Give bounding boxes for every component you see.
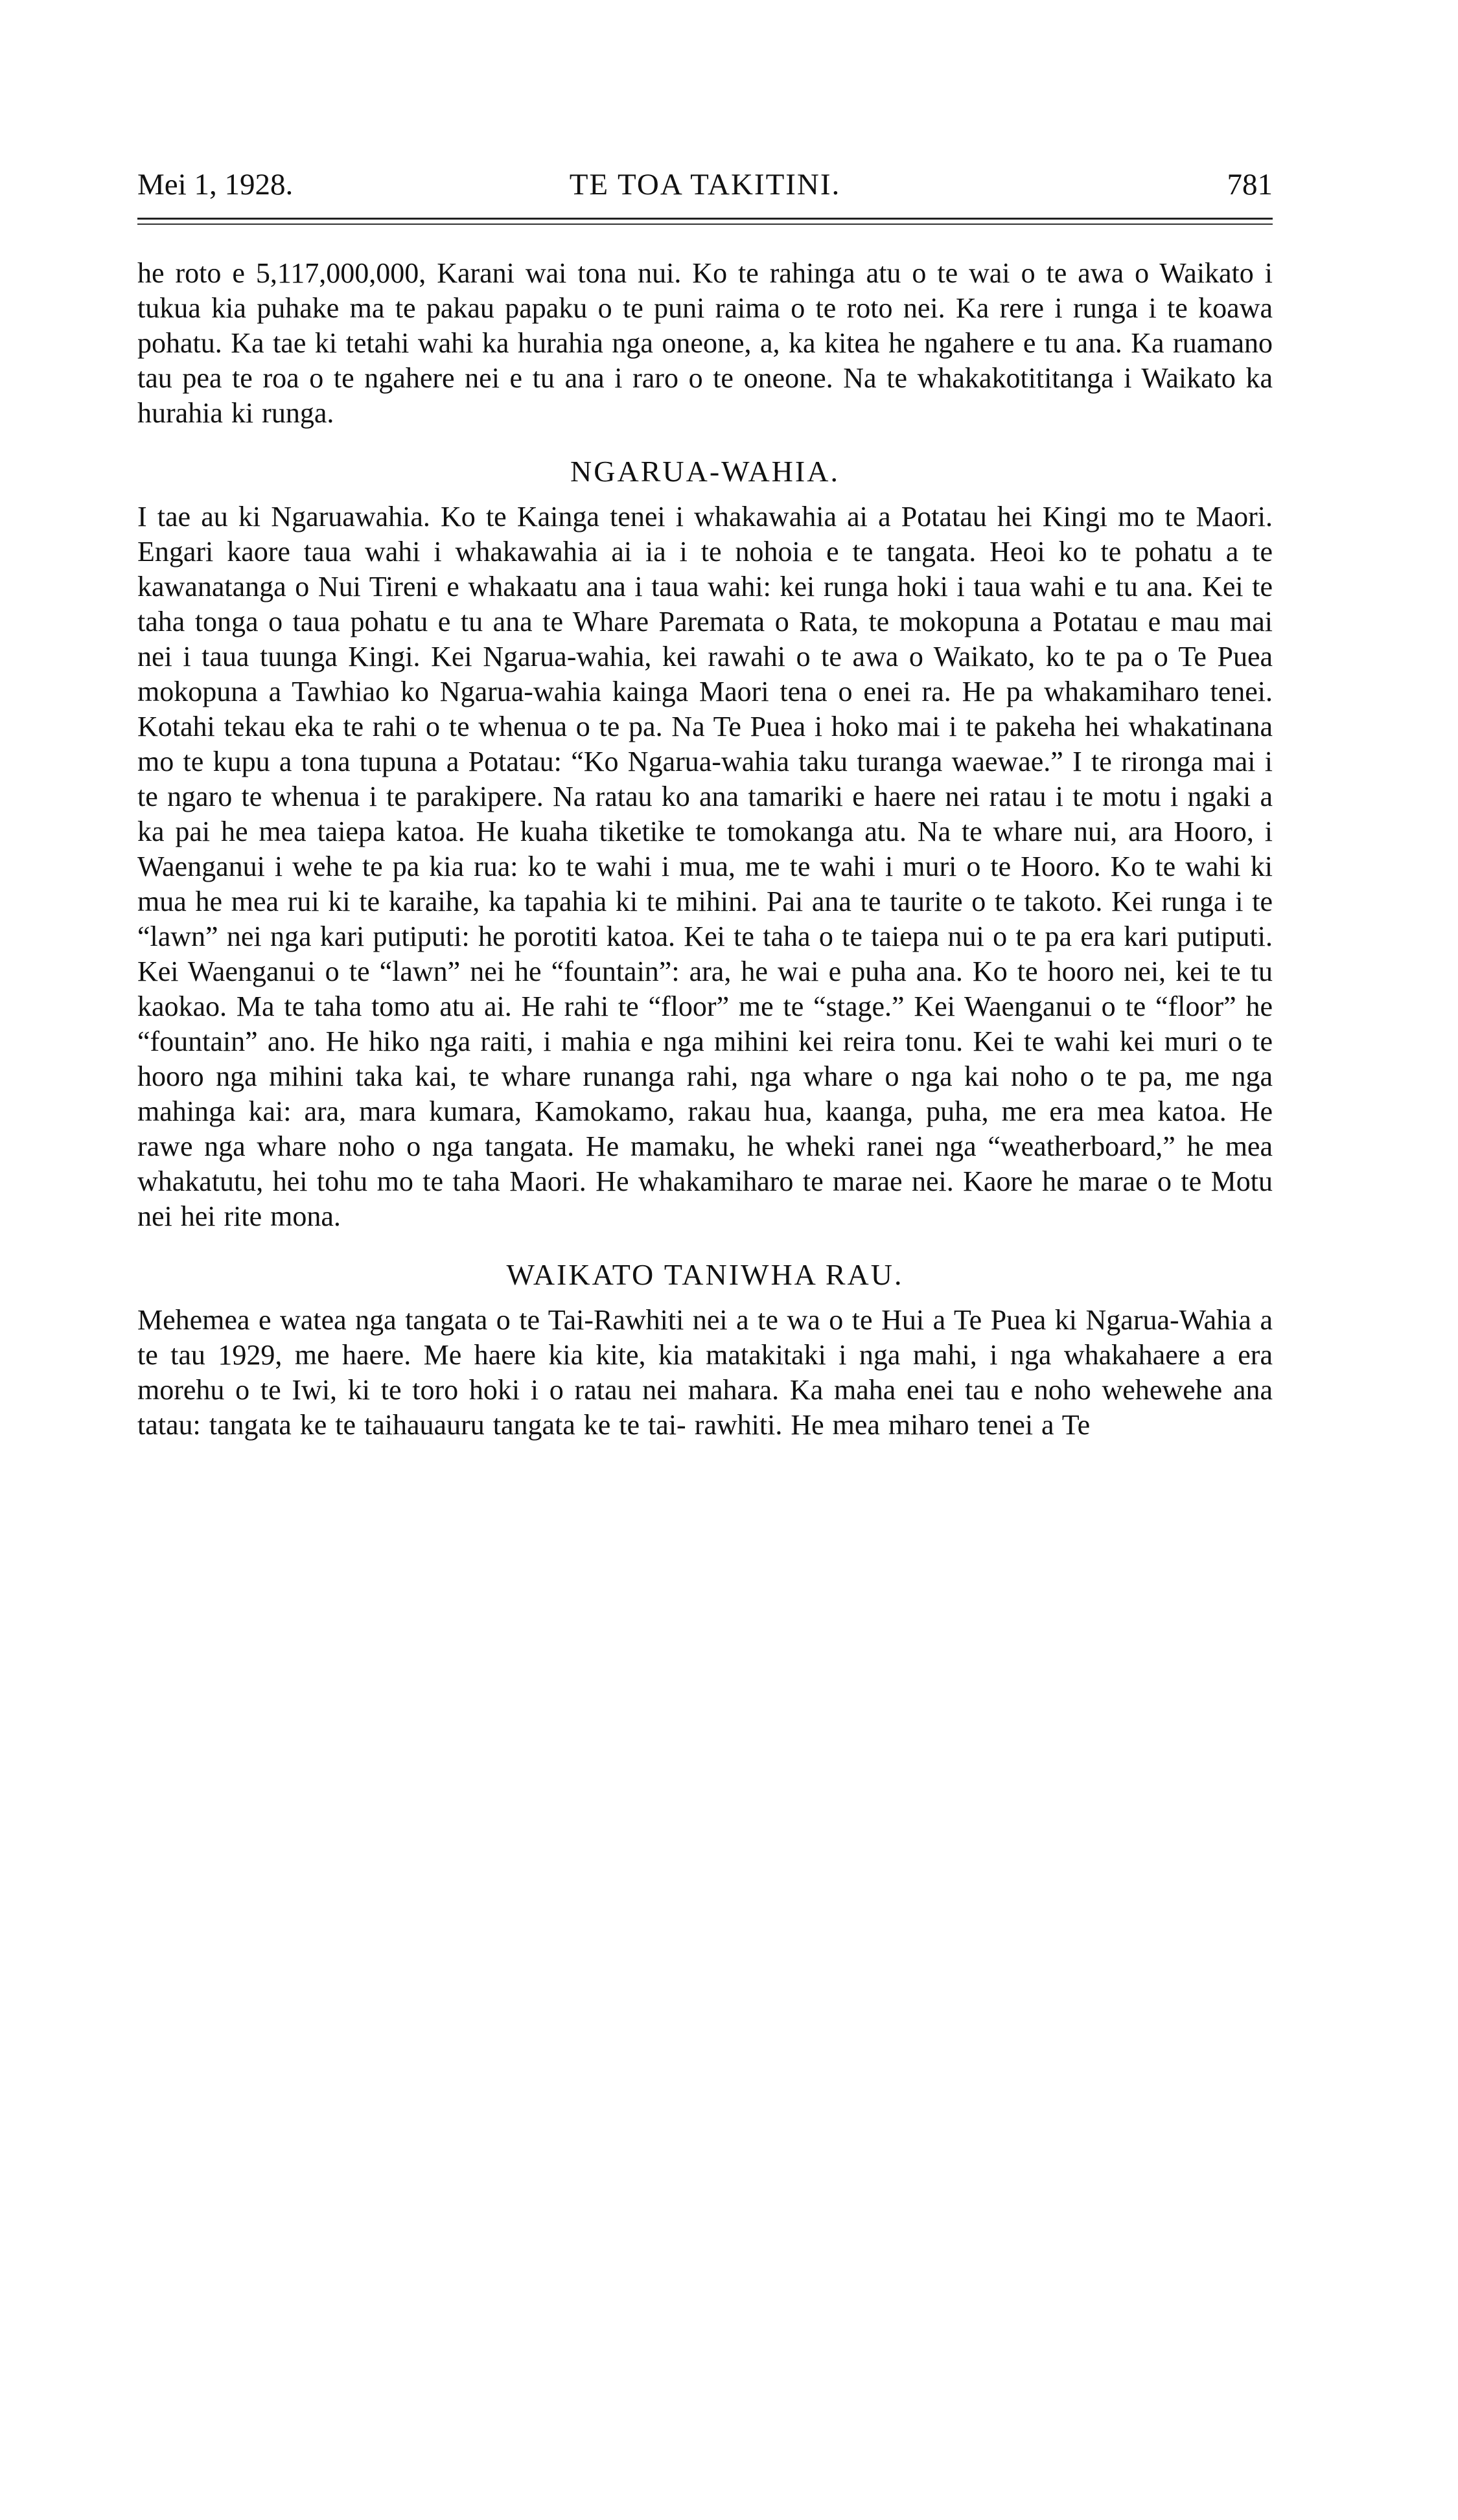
paragraph-ngarua-wahia: I tae au ki Ngaruawahia. Ko te Kainga tenei i whakawahia ai a Potatau hei Kingi mo te Maori. Engari kaore taua wahi i whakawahia ai ia i te nohoia e te tangata. Heoi ko te pohatu a te kawanatanga o Nui Tireni e whakaatu ana i taua wahi: kei runga hoki i taua wahi e tu ana. Kei te taha tonga o taua pohatu e tu ana te Whare Paremata o Rata, te mokopuna a Potatau e mau mai nei i taua tuunga Kingi. Kei Ngarua-wahia, kei rawahi o te awa o Waikato, ko te pa o Te Puea mokopuna a Tawhiao ko Ngarua-wahia kainga Maori tena o enei ra. He pa whakamiharo tenei. Kotahi tekau eka te rahi o te whenua o te pa. Na Te Puea i hoko mai i te pakeha hei whakatinana mo te kupu a tona tupuna a Potatau: “Ko Ngarua-wahia taku turanga waewae.” I te rironga mai i te ngaro te whenua i te parakipere. Na ratau ko ana tamariki e haere nei ratau i te motu i ngaki a ka pai he mea taiepa katoa. He kuaha tiketike te tomokanga atu. Na te whare nui, ara Hooro, i Waenganui i wehe te pa kia rua: ko te wahi i mua, me te wahi i muri o te Hooro. Ko te wahi ki mua he mea rui ki te karaihe, ka tapahia ki te mihini. Pai ana te taurite o te takoto. Kei runga i te “lawn” nei nga kari putiputi: he porotiti katoa. Kei te taha o te taiepa nui o te pa era kari putiputi. Kei Waenganui o te “lawn” nei he “fountain”: ara, he wai e puha ana. Ko te hooro nei, kei te tu kaokao. Ma te taha tomo atu ai. He rahi te “floor” me te “stage.” Kei Waenganui o te “floor” he “fountain” ano. He hiko nga raiti, i mahia e nga mihini kei reira tonu. Kei te wahi kei muri o te hooro nga mihini taka kai, te whare runanga rahi, nga whare o nga kai noho o te pa, me nga mahinga kai: ara, mara kumara, Kamokamo, rakau hua, kaanga, puha, me era mea katoa. He rawe nga whare noho o nga tangata. He mamaku, he wheki ranei nga “weatherboard,” he mea whakatutu, hei tohu mo te taha Maori. He whakamiharo te marae nei. Kaore he marae o te Motu nei hei rite mona. [137, 501, 1273, 1232]
article-body [137, 256, 1273, 1443]
document-page [137, 162, 1273, 1443]
header-page-number: 781 [1227, 168, 1273, 201]
header-rule-secondary [137, 223, 1273, 225]
running-header [137, 162, 1273, 214]
header-journal-title: TE TOA TAKITINI. [569, 168, 841, 201]
header-date: Mei 1, 1928. [137, 168, 294, 201]
header-rule [137, 218, 1273, 220]
paragraph-continued: he roto e 5,117,000,000, Karani wai tona nui. Ko te rahinga atu o te wai o te awa o Waikato i tukua kia puhake ma te pakau papaku o te puni raima o te roto nei. Ka rere i runga i te koawa pohatu. Ka tae ki tetahi wahi ka hurahia nga oneone, a, ka kitea he ngahere e tu ana. Ka ruamano tau pea te roa o te ngahere nei e tu ana i raro o te oneone. Na te whakakotititanga i Waikato ka hurahia ki runga. [137, 257, 1273, 429]
section-heading-ngarua-wahia: NGARUA-WAHIA. [570, 455, 840, 488]
paragraph-waikato-taniwha-rau: Mehemea e watea nga tangata o te Tai-Rawhiti nei a te wa o te Hui a Te Puea ki Ngarua-Wahia a te tau 1929, me haere. Me haere kia kite, kia matakitaki i nga mahi, i nga whakahaere a era morehu o te Iwi, ki te toro hoki i o ratau nei mahara. Ka maha enei tau e noho wehewehe ana tatau: tangata ke te taihauauru tangata ke te tai- rawhiti. He mea miharo tenei a Te [137, 1304, 1273, 1441]
section-heading-waikato-taniwha-rau: WAIKATO TANIWHA RAU. [506, 1258, 904, 1291]
